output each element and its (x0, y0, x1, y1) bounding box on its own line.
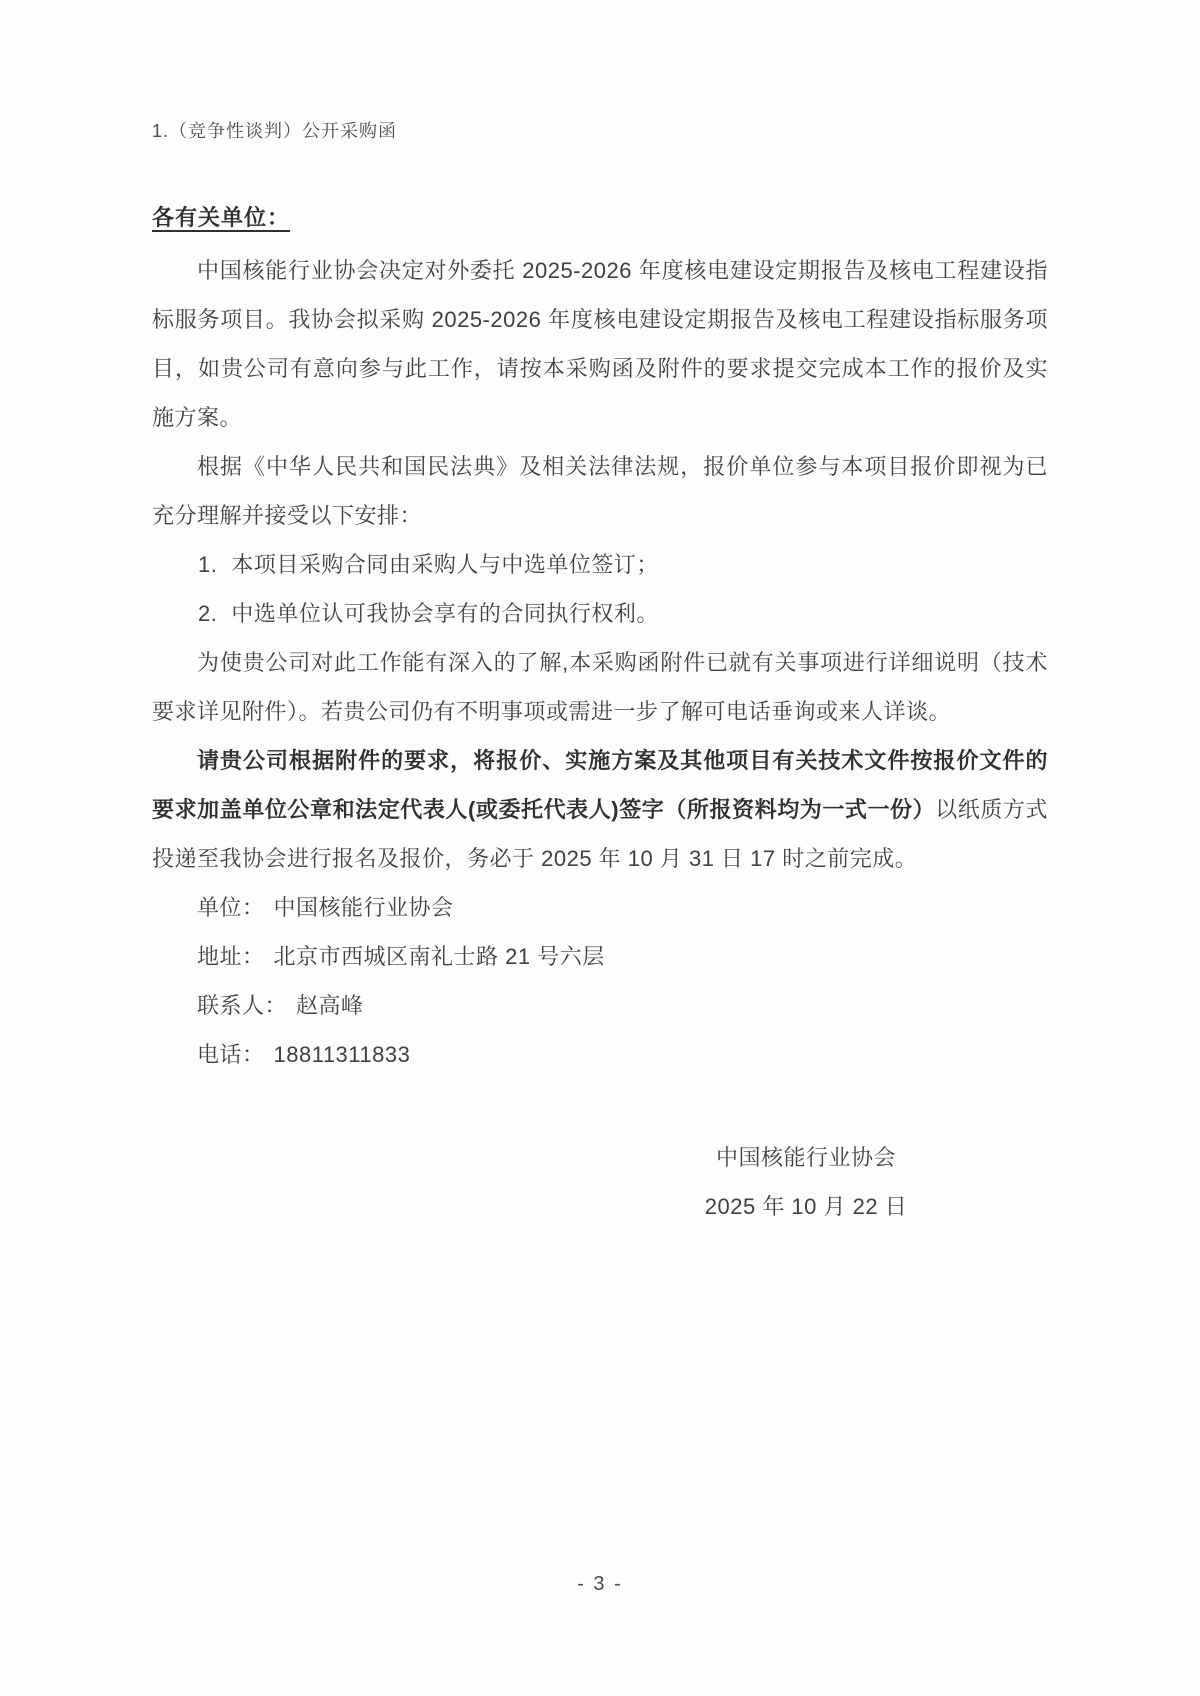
paragraph-intro: 中国核能行业协会决定对外委托 2025-2026 年度核电建设定期报告及核电工程建设指标服务项目。我协会拟采购 2025-2026 年度核电建设定期报告及核电工程建设指标服务项目，如贵公司有意向参与此工作，请按本采购函及附件的要求提交完成本工作的报价及实施方案。 (152, 258, 1048, 430)
contact-address-value: 北京市西城区南礼士路 21 号六层 (273, 944, 605, 969)
contact-person-value: 赵高峰 (296, 993, 364, 1018)
list-item-1-number: 1. (198, 552, 218, 577)
signature-organization: 中国核能行业协会 (715, 1145, 896, 1170)
contact-phone-label: 电话： (197, 1042, 265, 1067)
paragraph-details: 为使贵公司对此工作能有深入的了解,本采购函附件已就有关事项进行详细说明（技术要求详见附件）。若贵公司仍有不明事项或需进一步了解可电话垂询或来人详谈。 (152, 650, 1048, 724)
contact-unit-label: 单位： (197, 895, 265, 920)
contact-unit (152, 883, 1048, 932)
paragraph-submission-bold: 请贵公司根据附件的要求，将报价、实施方案及其他项目有关技术文件按报价文件的要求加盖单位公章和法定代表人(或委托代表人)签字（所报资料均为一式一份） (152, 748, 1048, 822)
contact-address-label: 地址： (197, 944, 265, 969)
contact-address (152, 932, 1048, 981)
list-item-1 (152, 540, 1048, 589)
list-item-2 (152, 589, 1048, 638)
document-header-label: 1.（竞争性谈判）公开采购函 (152, 121, 398, 141)
list-item-2-number: 2. (198, 601, 218, 626)
page-number: - 3 - (577, 1573, 623, 1595)
contact-phone (152, 1030, 1048, 1079)
list-item-2-text: 中选单位认可我协会享有的合同执行权利。 (231, 601, 659, 626)
signature-block (636, 1133, 976, 1231)
signature-date: 2025 年 10 月 22 日 (704, 1194, 908, 1219)
paragraph-submission (152, 736, 1048, 883)
contact-person-label: 联系人： (197, 993, 288, 1018)
contact-person (152, 981, 1048, 1030)
list-item-1-text: 本项目采购合同由采购人与中选单位签订； (231, 552, 659, 577)
contact-unit-value: 中国核能行业协会 (273, 895, 454, 920)
salutation-line (152, 198, 1048, 238)
salutation-text: 各有关单位： (152, 205, 291, 230)
paragraph-submission-rest: 以纸质方式投递至我协会进行报名及报价，务必于 2025 年 10 月 31 日 17 时之前完成。 (152, 797, 1048, 871)
paragraph-legal-basis: 根据《中华人民共和国民法典》及相关法律法规，报价单位参与本项目报价即视为已充分理解并接受以下安排： (152, 454, 1048, 528)
contact-phone-value: 18811311833 (273, 1042, 411, 1067)
document-body (152, 118, 1048, 1231)
